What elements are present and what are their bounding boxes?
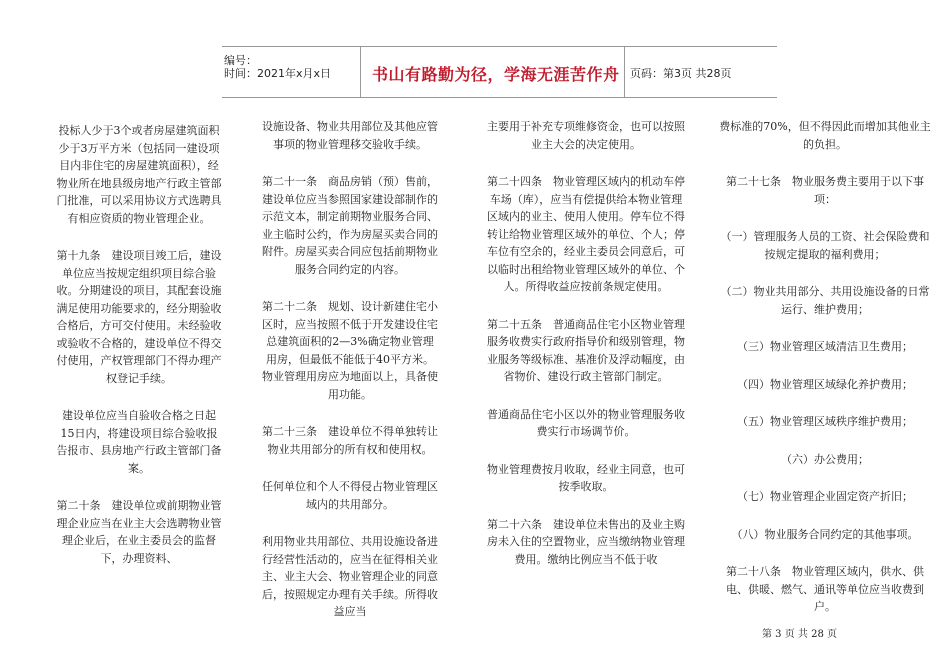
time-label: 时间：2021年x月x日: [224, 67, 332, 80]
page-header: [222, 46, 777, 98]
paragraph: （八）物业服务合同约定的其他事项。: [731, 527, 919, 541]
paragraph: 设施设备、物业共用部位及其他应管事项的物业管理移交验收手续。: [262, 120, 438, 151]
paragraph: 第二十四条 物业管理区域内的机动车停车场（库），应当有偿提供给本物业管理区域内的业主、使用人使用。停车位不得转让给物业管理区域外的单位、个人；停车位有空余的，经业主委员会同意后，可以临时出租给物业管理区域外的单位、个人。所得收益应按前条规定使用。: [487, 175, 685, 293]
paragraph: 第二十一条 商品房销（预）售前，建设单位应当参照国家建设部制作的示范文本，制定前期物业服务合同、业主临时公约，作为房屋买卖合同的附件。房屋买卖合同应包括前期物业服务合同约定的内容。: [262, 175, 438, 276]
paragraph: 利用物业共用部位、共用设施设备进行经营性活动的，应当在征得相关业主、业主大会、物业管理企业的同意后，按照规定办理有关手续。所得收益应当: [262, 535, 438, 618]
paragraph: 第二十条 建设单位或前期物业管理企业应当在业主大会选聘物业管理企业后，在业主委员会的监督下，办理资料、: [56, 499, 222, 565]
header-meta: [222, 47, 360, 97]
text-column-4: [718, 118, 932, 636]
text-column-2: [262, 118, 438, 641]
paragraph: 投标人少于3个或者房屋建筑面积少于3万平方米（包括同一建设项目内非住宅的房屋建筑面积），经物业所在地县级房地产行政主管部门批准，可以采用协议方式选聘具有相应资质的物业管理企业。: [56, 124, 222, 225]
paragraph: 第十九条 建设项目竣工后，建设单位应当按规定组织项目综合验收。分期建设的项目，其配套设施满足使用功能要求的，经分期验收合格后，方可交付使用。未经验收或验收不合格的，建设单位不得交付使用，产权管理部门不得办理产权登记手续。: [56, 249, 222, 385]
paragraph: 第二十七条 物业服务费主要用于以下事项：: [726, 175, 924, 206]
paragraph: 第二十八条 物业管理区域内，供水、供电、供暖、燃气、通讯等单位应当收费到户。: [726, 565, 924, 613]
paragraph: 物业管理费按月收取，经业主同意，也可按季收取。: [487, 462, 685, 493]
paragraph: 第二十二条 规划、设计新建住宅小区时，应当按照不低于开发建设住宅总建筑面积的2—3%确定物业管理用房，但最低不能低于40平方米。物业管理用房应为地面以上，具备使用功能。: [262, 300, 438, 401]
paragraph: （五）物业管理区域秩序维护费用；: [737, 415, 913, 428]
paragraph: 建设单位应当自验收合格之日起15日内，将建设项目综合验收报告报市、县房地产行政主管部门备案。: [56, 409, 222, 475]
paragraph: 第二十六条 建设单位未售出的及业主购房未入住的空置物业，应当缴纳物业管理费用。缴纳比例应当不低于收: [487, 517, 685, 566]
paragraph: 第二十五条 普通商品住宅小区物业管理服务收费实行政府指导价和级别管理，物业服务等级标准、基准价及浮动幅度，由省物价、建设行政主管部门制定。: [487, 317, 685, 383]
paragraph: 普通商品住宅小区以外的物业管理服务收费实行市场调节价。: [487, 407, 685, 438]
paragraph: （六）办公费用；: [781, 452, 869, 466]
text-column-1: [56, 118, 222, 587]
text-column-3: [486, 118, 686, 588]
paragraph: 任何单位和个人不得侵占物业管理区域内的共用部分。: [262, 480, 438, 511]
page-label: 页码：第3页 共28页: [630, 67, 732, 80]
footer-page-number: 第 3 页 共 28 页: [762, 629, 837, 640]
paragraph: （一）管理服务人员的工资、社会保险费和按规定提取的福利费用；: [720, 230, 930, 261]
paragraph: （七）物业管理企业固定资产折旧；: [737, 490, 913, 503]
motto-text: 书山有路勤为径，学海无涯苦作舟: [372, 65, 620, 84]
header-page-info: [624, 47, 774, 97]
paragraph: 第二十三条 建设单位不得单独转让物业共用部分的所有权和使用权。: [262, 425, 438, 456]
paragraph: （二）物业共用部分、共用设施设备的日常运行、维护费用；: [720, 285, 930, 316]
number-label: 编号：: [224, 54, 257, 67]
paragraph: 主要用于补充专项维修资金，也可以按照业主大会的决定使用。: [487, 120, 685, 151]
paragraph: 费标准的70%，但不得因此而增加其他业主的负担。: [719, 120, 931, 151]
paragraph: （三）物业管理区域清洁卫生费用；: [737, 340, 913, 353]
paragraph: （四）物业管理区域绿化养护费用；: [737, 377, 913, 391]
